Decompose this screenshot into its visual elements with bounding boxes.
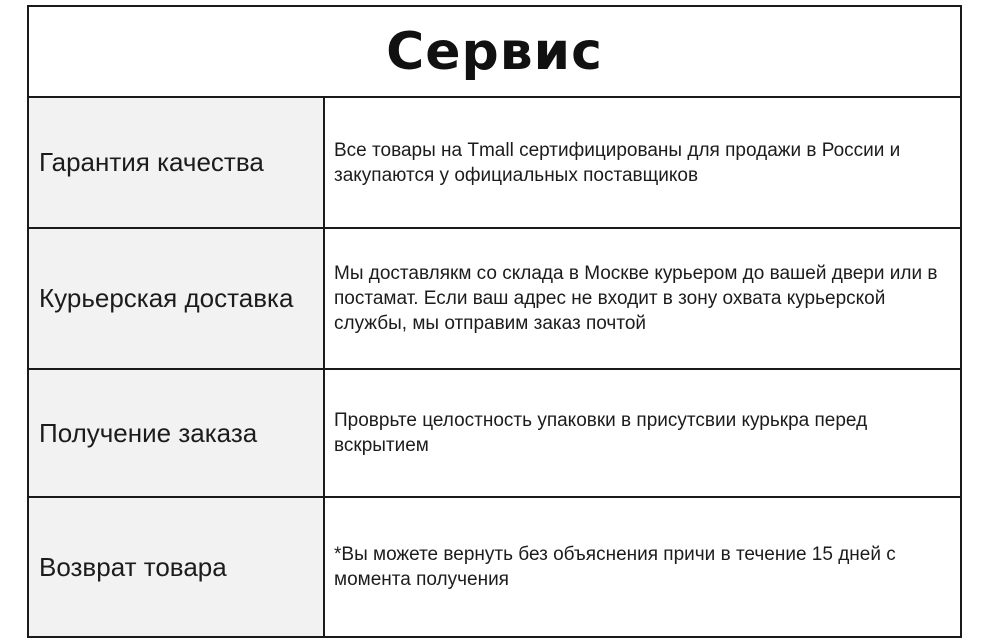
title-row [29,7,960,98]
row-label: Возврат товара [39,551,227,582]
description-cell [325,498,960,636]
description-cell [325,98,960,227]
table-row-return [29,498,960,636]
row-label: Гарантия качества [39,147,264,177]
label-cell [29,229,325,368]
row-description: Проврьте целостность упаковки в присутсвии курькра перед вскрытием [334,410,868,456]
description-cell [325,229,960,368]
label-cell [29,98,325,227]
row-description: *Вы можете вернуть без объяснения причи в течение 15 дней с момента получения [334,544,896,590]
label-cell [29,498,325,636]
table-row-delivery [29,229,960,370]
row-description: Все товары на Tmall сертифицированы для продажи в России и закупаются у официальных поставщиков [334,139,901,186]
row-label: Получение заказа [39,417,258,448]
table-row-quality [29,98,960,229]
service-table [27,5,962,638]
label-cell [29,370,325,496]
description-cell [325,370,960,496]
row-label: Курьерская доставка [39,283,294,313]
row-description: Мы доставлякм со склада в Москве курьером до вашей двери или в постамат. Если ваш адрес не входит в зону охвата курьерской службы, мы отправим заказ почтой [334,263,938,334]
table-row-receiving [29,370,960,498]
page-title: Сервис [386,21,603,82]
